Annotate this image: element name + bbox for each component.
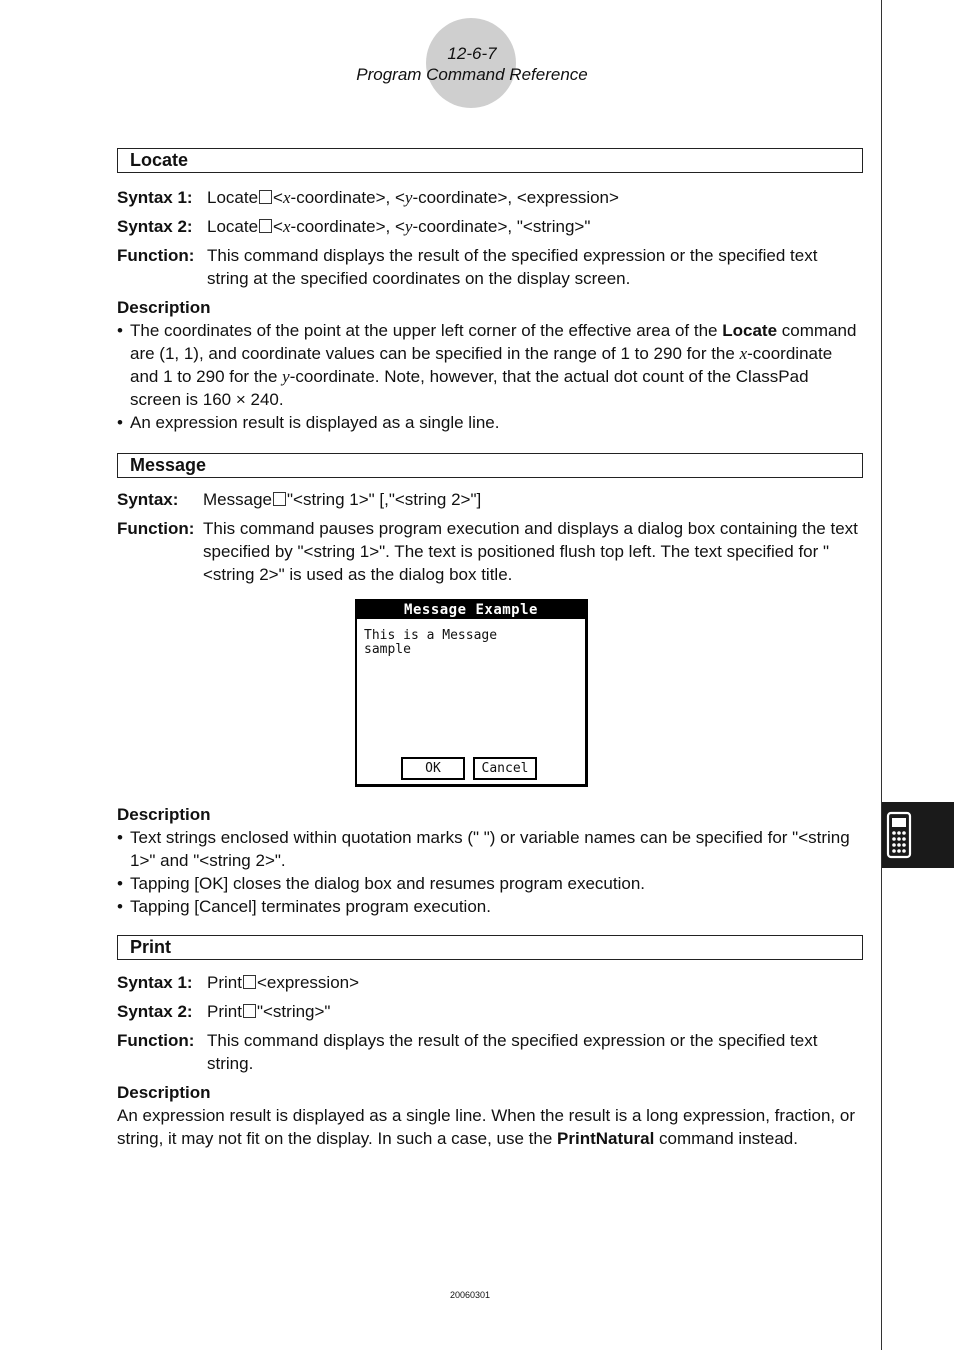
function-label: Function: [117,246,195,265]
function-row [117,244,863,290]
list-item: • Tapping [Cancel] terminates program execution. [117,897,491,916]
description-heading: Description [117,298,211,317]
list-item: • The coordinates of the point at the upper left corner of the effective area of the Locate command are (1, 1), and coordinate values can be specified in the range of 1 to 290 for the x-coordinate and 1 to 290 for the y-coordinate. Note, however, that the actual dot count of the ClassPad screen is 160 × 240. [117,321,857,409]
calculator-icon [886,811,912,859]
syntax-row [117,488,863,511]
syntax1-row [117,186,863,209]
syntax2-value: Print "<string>" [207,1002,331,1021]
syntax2-row [117,215,863,238]
space-box-icon [259,219,272,233]
function-row [117,517,863,586]
ok-button[interactable]: OK [401,757,465,780]
syntax2-label: Syntax 2: [117,1002,193,1021]
syntax1-value: Print <expression> [207,973,360,992]
page-number: 12-6-7 [447,44,497,63]
function-label: Function: [117,519,195,538]
function-row [117,1029,863,1075]
space-box-icon [243,1004,256,1018]
space-box-icon [273,492,286,506]
function-label: Function: [117,1031,195,1050]
list-item: • Text strings enclosed within quotation marks (" ") or variable names can be specified for "<string 1>" and "<string 2>". [117,828,850,870]
syntax1-row [117,971,863,994]
dialog-body: This is a Message sample [364,628,498,657]
function-text: This command pauses program execution and displays a dialog box containing the text specified by "<string 1>". The text is positioned flush top left. The text specified for "<string 2>" is used as the dialog box title. [203,519,858,584]
description-heading: Description [117,1083,211,1102]
page-title: Program Command Reference [356,65,588,84]
message-dialog-example [355,599,588,787]
description-paragraph: An expression result is displayed as a single line. When the result is a long expression, fraction, or string, it may not fit on the display. In such a case, use the PrintNatural command instead. [117,1106,855,1148]
page-right-rule [881,0,882,1350]
function-text: This command displays the result of the specified expression or the specified text string. [207,1031,818,1073]
syntax1-value: Locate <x-coordinate>, <y-coordinate>, <expression> [207,188,619,207]
chapter-side-tab [882,802,954,868]
section-title-locate: Locate [117,148,863,173]
syntax2-row [117,1000,863,1023]
syntax2-value: Locate <x-coordinate>, <y-coordinate>, "<string>" [207,217,591,236]
section-title-print: Print [117,935,863,960]
function-text: This command displays the result of the specified expression or the specified text string at the specified coordinates on the display screen. [207,246,818,288]
list-item: • An expression result is displayed as a single line. [117,413,500,432]
syntax2-label: Syntax 2: [117,217,193,236]
syntax1-label: Syntax 1: [117,973,193,992]
space-box-icon [243,975,256,989]
section-title-message: Message [117,453,863,478]
syntax-label: Syntax: [117,490,179,509]
cancel-button[interactable]: Cancel [473,757,537,780]
footer-code: 20060301 [449,1290,491,1300]
syntax-value: Message "<string 1>" [,"<string 2>"] [203,490,482,509]
syntax1-label: Syntax 1: [117,188,193,207]
description-heading: Description [117,805,211,824]
space-box-icon [259,190,272,204]
dialog-title: Message Example [357,601,585,619]
list-item: • Tapping [OK] closes the dialog box and resumes program execution. [117,874,646,893]
page-content [117,148,863,1150]
